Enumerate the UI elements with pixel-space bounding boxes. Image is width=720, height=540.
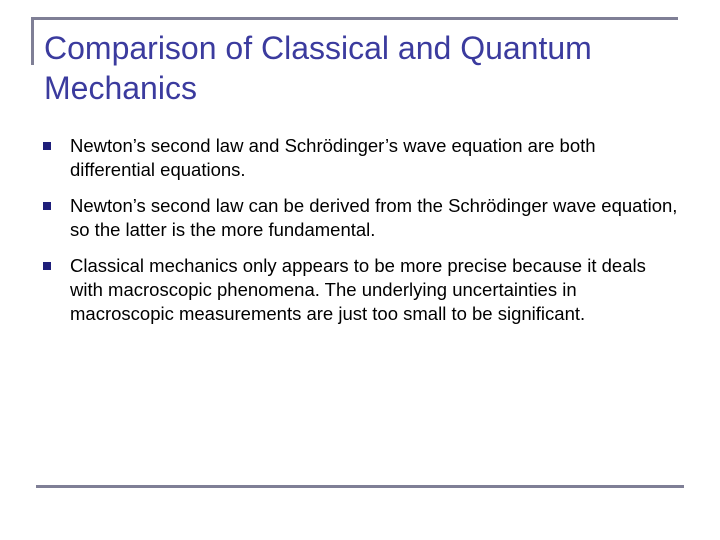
bullet-item [40,254,680,326]
square-bullet-icon [43,142,51,150]
slide-title: Comparison of Classical and Quantum Mechanics [44,30,592,106]
title-frame-left-rule [31,17,34,65]
bullet-text: Newton’s second law and Schrödinger’s wave equation are both differential equations. [70,135,596,180]
bullet-text: Classical mechanics only appears to be more precise because it deals with macroscopic phenomena. The underlying uncertainties in macroscopic measurements are just too small to be significant. [70,255,646,324]
title-frame-top-rule [31,17,678,20]
bullet-item [40,134,680,182]
footer-rule [36,485,684,488]
square-bullet-icon [43,202,51,210]
bullet-list [40,134,680,338]
bullet-item [40,194,680,242]
square-bullet-icon [43,262,51,270]
bullet-text: Newton’s second law can be derived from the Schrödinger wave equation, so the latter is the more fundamental. [70,195,678,240]
